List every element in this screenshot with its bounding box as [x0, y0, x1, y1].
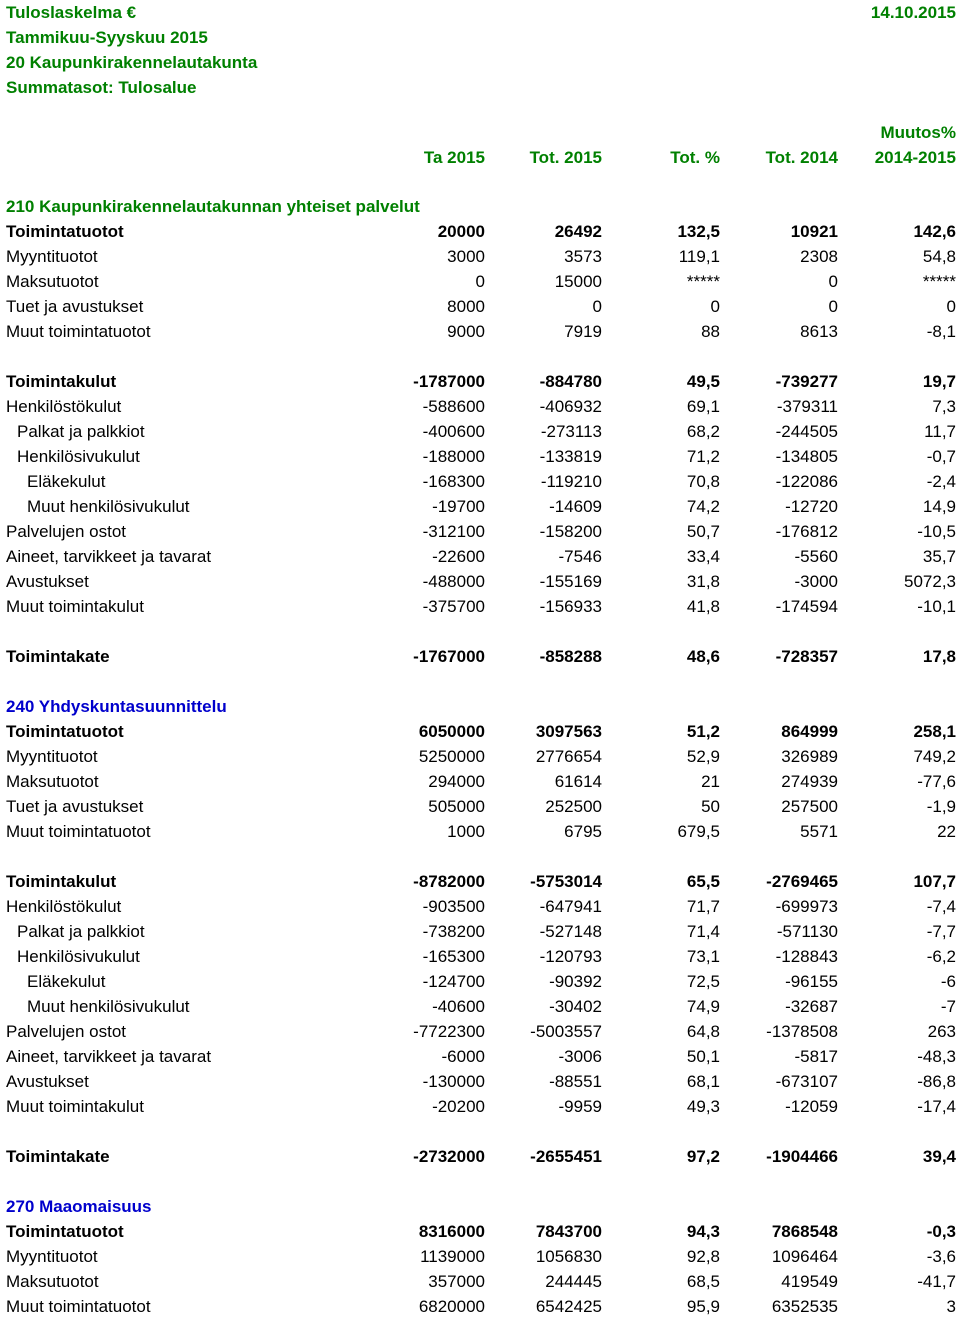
cell-ta-2015: 6820000 — [418, 1297, 485, 1316]
cell-tot-percent: 68,5 — [686, 1272, 720, 1291]
cell-tot-2015: 7919 — [564, 322, 602, 341]
cell-change-percent: 107,7 — [913, 872, 956, 891]
cell-tot-2014: 326989 — [781, 747, 838, 766]
row-label: Muut toimintatuotot — [6, 322, 151, 341]
cell-tot-2015: 252500 — [545, 797, 602, 816]
cell-change-percent: -1,9 — [926, 797, 956, 816]
cell-ta-2015: 20000 — [437, 222, 485, 241]
report-unit: 20 Kaupunkirakennelautakunta — [6, 53, 258, 72]
cell-tot-2015: -156933 — [539, 597, 602, 616]
table-row — [0, 1219, 960, 1244]
cell-tot-2015: -155169 — [539, 572, 602, 591]
table-row — [0, 994, 960, 1019]
cell-ta-2015: 9000 — [447, 322, 485, 341]
table-row — [0, 969, 960, 994]
cell-ta-2015: 1000 — [447, 822, 485, 841]
table-row — [0, 294, 960, 319]
cell-tot-2014: 0 — [828, 297, 838, 316]
cell-change-percent: -86,8 — [917, 1072, 956, 1091]
spacer-row — [0, 1169, 960, 1194]
cell-tot-2014: -244505 — [775, 422, 838, 441]
cell-tot-2014: -134805 — [775, 447, 838, 466]
table-row — [0, 369, 960, 394]
table-row — [0, 769, 960, 794]
spacer-row — [0, 669, 960, 694]
cell-ta-2015: 294000 — [428, 772, 485, 791]
cell-change-percent: 5072,3 — [904, 572, 956, 591]
cell-tot-percent: ***** — [686, 272, 720, 291]
column-header-tot-2014: Tot. 2014 — [765, 148, 838, 167]
row-label: Muut henkilösivukulut — [27, 997, 190, 1016]
cell-tot-2015: -30402 — [549, 997, 602, 1016]
table-row — [0, 919, 960, 944]
cell-tot-2014: -379311 — [776, 397, 838, 416]
cell-change-percent: 17,8 — [922, 647, 956, 666]
cell-change-percent: 14,9 — [922, 497, 956, 516]
cell-tot-percent: 50,7 — [686, 522, 720, 541]
table-row — [0, 1019, 960, 1044]
cell-change-percent: 3 — [946, 1297, 956, 1316]
cell-tot-2014: -176812 — [775, 522, 838, 541]
cell-tot-2015: -119210 — [540, 472, 602, 491]
cell-tot-2014: -122086 — [775, 472, 838, 491]
cell-change-percent: -3,6 — [926, 1247, 956, 1266]
row-label: Toimintatuotot — [6, 222, 124, 241]
report-title: Tuloslaskelma € — [6, 3, 137, 22]
section-heading: 210 Kaupunkirakennelautakunnan yhteiset palvelut — [6, 197, 420, 216]
cell-change-percent: -77,6 — [917, 772, 956, 791]
cell-tot-2015: -527148 — [539, 922, 602, 941]
cell-tot-percent: 71,4 — [686, 922, 720, 941]
cell-change-percent: -6 — [940, 972, 956, 991]
cell-change-percent: -17,4 — [917, 1097, 956, 1116]
cell-tot-percent: 49,3 — [686, 1097, 720, 1116]
cell-tot-2014: -1904466 — [766, 1147, 838, 1166]
row-label: Myyntituotot — [6, 747, 98, 766]
cell-change-percent: -7 — [940, 997, 956, 1016]
cell-ta-2015: -130000 — [422, 1072, 485, 1091]
row-label: Eläkekulut — [27, 972, 106, 991]
row-label: Henkilöstökulut — [6, 397, 122, 416]
table-row — [0, 519, 960, 544]
cell-ta-2015: -8782000 — [413, 872, 485, 891]
cell-tot-2014: -739277 — [775, 372, 838, 391]
cell-tot-percent: 65,5 — [686, 872, 720, 891]
cell-tot-percent: 679,5 — [677, 822, 720, 841]
cell-tot-2015: 61614 — [554, 772, 602, 791]
report-period: Tammikuu-Syyskuu 2015 — [6, 28, 208, 47]
cell-tot-2015: 0 — [592, 297, 602, 316]
cell-tot-2015: -88551 — [549, 1072, 602, 1091]
cell-change-percent: -2,4 — [926, 472, 956, 491]
cell-tot-2014: 1096464 — [771, 1247, 838, 1266]
cell-change-percent: 258,1 — [913, 722, 956, 741]
cell-tot-2014: 257500 — [781, 797, 838, 816]
column-header-tot-percent: Tot. % — [670, 148, 720, 167]
row-label: Avustukset — [6, 572, 89, 591]
section-heading-row — [0, 194, 960, 219]
cell-change-percent: -8,1 — [926, 322, 956, 341]
cell-tot-2014: -12059 — [785, 1097, 838, 1116]
cell-tot-percent: 64,8 — [686, 1022, 720, 1041]
table-row — [0, 494, 960, 519]
cell-tot-percent: 68,2 — [686, 422, 720, 441]
row-label: Muut henkilösivukulut — [27, 497, 190, 516]
cell-ta-2015: 1139000 — [420, 1247, 485, 1266]
cell-ta-2015: -168300 — [422, 472, 485, 491]
table-row — [0, 819, 960, 844]
report-table — [0, 194, 960, 1319]
table-row — [0, 1269, 960, 1294]
cell-tot-2014: 864999 — [781, 722, 838, 741]
row-label: Toimintatuotot — [6, 722, 124, 741]
cell-tot-percent: 119,1 — [678, 247, 720, 266]
table-row — [0, 1094, 960, 1119]
row-label: Toimintakate — [6, 1147, 110, 1166]
cell-change-percent: 0 — [946, 297, 956, 316]
cell-tot-percent: 0 — [710, 297, 720, 316]
cell-change-percent: 54,8 — [922, 247, 956, 266]
cell-tot-2015: 244445 — [545, 1272, 602, 1291]
cell-ta-2015: -738200 — [422, 922, 485, 941]
cell-tot-2014: 7868548 — [771, 1222, 838, 1241]
cell-tot-percent: 68,1 — [686, 1072, 720, 1091]
cell-ta-2015: -488000 — [422, 572, 485, 591]
cell-ta-2015: -165300 — [422, 947, 485, 966]
row-label: Toimintatuotot — [6, 1222, 124, 1241]
section-heading-row — [0, 694, 960, 719]
cell-tot-percent: 52,9 — [686, 747, 720, 766]
row-label: Muut toimintatuotot — [6, 1297, 151, 1316]
cell-tot-2015: -9959 — [558, 1097, 602, 1116]
cell-tot-2015: -647941 — [539, 897, 602, 916]
column-header-ta-2015: Ta 2015 — [423, 148, 485, 167]
row-label: Henkilösivukulut — [17, 447, 140, 466]
table-row — [0, 544, 960, 569]
cell-tot-2014: 10921 — [790, 222, 838, 241]
row-label: Maksutuotot — [6, 772, 99, 791]
row-label: Eläkekulut — [27, 472, 106, 491]
cell-ta-2015: 5250000 — [418, 747, 485, 766]
cell-change-percent: 39,4 — [922, 1147, 956, 1166]
cell-ta-2015: -903500 — [422, 897, 485, 916]
table-row — [0, 1244, 960, 1269]
cell-change-percent: 7,3 — [932, 397, 956, 416]
cell-tot-2014: -728357 — [775, 647, 838, 666]
cell-change-percent: 22 — [937, 822, 956, 841]
cell-tot-2015: 6795 — [564, 822, 602, 841]
report-date: 14.10.2015 — [870, 3, 956, 22]
cell-ta-2015: 3000 — [447, 247, 485, 266]
cell-ta-2015: -588600 — [422, 397, 485, 416]
cell-tot-2015: -3006 — [558, 1047, 602, 1066]
spacer-row — [0, 344, 960, 369]
section-heading-row — [0, 1194, 960, 1219]
spacer-row — [0, 1119, 960, 1144]
cell-tot-2014: -3000 — [794, 572, 838, 591]
cell-ta-2015: 6050000 — [418, 722, 485, 741]
cell-tot-2015: 7843700 — [535, 1222, 602, 1241]
cell-change-percent: 19,7 — [922, 372, 956, 391]
table-row — [0, 794, 960, 819]
cell-tot-2015: 26492 — [554, 222, 602, 241]
table-row — [0, 319, 960, 344]
cell-tot-percent: 31,8 — [686, 572, 720, 591]
table-row — [0, 944, 960, 969]
cell-tot-2015: -5753014 — [530, 872, 602, 891]
cell-tot-2014: 8613 — [800, 322, 838, 341]
table-row — [0, 644, 960, 669]
row-label: Palvelujen ostot — [6, 522, 127, 541]
cell-tot-percent: 51,2 — [686, 722, 720, 741]
table-row — [0, 394, 960, 419]
cell-tot-percent: 74,9 — [686, 997, 720, 1016]
row-label: Muut toimintakulut — [6, 1097, 144, 1116]
cell-tot-2015: -273113 — [540, 422, 602, 441]
cell-tot-2014: -5817 — [794, 1047, 838, 1066]
cell-tot-percent: 50 — [701, 797, 720, 816]
row-label: Toimintakulut — [6, 872, 117, 891]
table-row — [0, 894, 960, 919]
cell-tot-percent: 71,2 — [686, 447, 720, 466]
cell-tot-percent: 95,9 — [686, 1297, 720, 1316]
table-row — [0, 419, 960, 444]
cell-change-percent: -10,5 — [917, 522, 956, 541]
row-label: Maksutuotot — [6, 272, 99, 291]
cell-tot-2014: -673107 — [775, 1072, 838, 1091]
cell-ta-2015: -22600 — [432, 547, 485, 566]
row-label: Tuet ja avustukset — [6, 297, 144, 316]
cell-tot-2014: -96155 — [785, 972, 838, 991]
cell-change-percent: -48,3 — [917, 1047, 956, 1066]
row-label: Muut toimintakulut — [6, 597, 144, 616]
cell-ta-2015: -188000 — [422, 447, 485, 466]
cell-tot-percent: 73,1 — [686, 947, 720, 966]
table-row — [0, 219, 960, 244]
cell-tot-2014: -571130 — [776, 922, 838, 941]
cell-change-percent: 11,7 — [924, 422, 956, 441]
cell-ta-2015: -1787000 — [413, 372, 485, 391]
cell-change-percent: -6,2 — [926, 947, 956, 966]
cell-ta-2015: 8316000 — [418, 1222, 485, 1241]
cell-tot-2014: -12720 — [785, 497, 838, 516]
table-row — [0, 1069, 960, 1094]
cell-tot-percent: 69,1 — [686, 397, 720, 416]
cell-change-percent: 142,6 — [913, 222, 956, 241]
cell-tot-percent: 48,6 — [686, 647, 720, 666]
cell-tot-2014: 274939 — [781, 772, 838, 791]
cell-tot-2014: 2308 — [800, 247, 838, 266]
table-row — [0, 1294, 960, 1319]
cell-ta-2015: -7722300 — [413, 1022, 485, 1041]
cell-tot-percent: 97,2 — [686, 1147, 720, 1166]
cell-ta-2015: 357000 — [428, 1272, 485, 1291]
section-heading: 240 Yhdyskuntasuunnittelu — [6, 697, 227, 716]
column-header-change-line1: Muutos% — [880, 123, 956, 142]
cell-tot-percent: 49,5 — [686, 372, 720, 391]
cell-tot-percent: 41,8 — [686, 597, 720, 616]
cell-tot-2014: 5571 — [800, 822, 838, 841]
cell-change-percent: ***** — [922, 272, 956, 291]
cell-tot-2015: -158200 — [539, 522, 602, 541]
cell-tot-2015: -858288 — [539, 647, 602, 666]
row-label: Tuet ja avustukset — [6, 797, 144, 816]
column-header-tot-2015: Tot. 2015 — [529, 148, 602, 167]
cell-tot-percent: 21 — [701, 772, 720, 791]
spacer-row — [0, 844, 960, 869]
row-label: Aineet, tarvikkeet ja tavarat — [6, 1047, 212, 1066]
cell-change-percent: 35,7 — [922, 547, 956, 566]
cell-ta-2015: -40600 — [432, 997, 485, 1016]
cell-tot-2015: 3097563 — [535, 722, 602, 741]
cell-tot-percent: 33,4 — [686, 547, 720, 566]
cell-tot-2015: 6542425 — [535, 1297, 602, 1316]
table-row — [0, 469, 960, 494]
cell-tot-2015: -14609 — [549, 497, 602, 516]
table-row — [0, 244, 960, 269]
table-row — [0, 1144, 960, 1169]
cell-ta-2015: 8000 — [447, 297, 485, 316]
cell-ta-2015: -400600 — [422, 422, 485, 441]
cell-tot-percent: 94,3 — [686, 1222, 720, 1241]
cell-tot-2014: -1378508 — [766, 1022, 838, 1041]
table-row — [0, 744, 960, 769]
cell-ta-2015: 505000 — [428, 797, 485, 816]
row-label: Myyntituotot — [6, 247, 98, 266]
row-label: Palvelujen ostot — [6, 1022, 127, 1041]
table-row — [0, 1044, 960, 1069]
row-label: Palkat ja palkkiot — [17, 422, 145, 441]
cell-ta-2015: -375700 — [422, 597, 485, 616]
cell-tot-2014: -174594 — [775, 597, 838, 616]
cell-tot-2015: -90392 — [549, 972, 602, 991]
cell-tot-percent: 50,1 — [686, 1047, 720, 1066]
row-label: Palkat ja palkkiot — [17, 922, 145, 941]
row-label: Avustukset — [6, 1072, 89, 1091]
cell-tot-2014: -2769465 — [766, 872, 838, 891]
cell-tot-percent: 71,7 — [686, 897, 720, 916]
cell-tot-2015: -120793 — [539, 947, 602, 966]
cell-change-percent: -0,3 — [926, 1222, 956, 1241]
cell-tot-percent: 88 — [701, 322, 720, 341]
section-heading: 270 Maaomaisuus — [6, 1197, 152, 1216]
cell-ta-2015: -19700 — [432, 497, 485, 516]
cell-tot-percent: 74,2 — [686, 497, 720, 516]
cell-tot-percent: 132,5 — [677, 222, 720, 241]
cell-change-percent: 749,2 — [913, 747, 956, 766]
cell-tot-percent: 72,5 — [686, 972, 720, 991]
column-header-change-line2: 2014-2015 — [874, 148, 956, 167]
row-label: Henkilöstökulut — [6, 897, 122, 916]
cell-change-percent: -7,7 — [926, 922, 956, 941]
cell-tot-2014: -128843 — [775, 947, 838, 966]
cell-tot-2015: -5003557 — [530, 1022, 602, 1041]
row-label: Maksutuotot — [6, 1272, 99, 1291]
table-row — [0, 869, 960, 894]
cell-ta-2015: -2732000 — [413, 1147, 485, 1166]
cell-tot-2014: 419549 — [781, 1272, 838, 1291]
cell-ta-2015: -124700 — [422, 972, 485, 991]
cell-ta-2015: -20200 — [432, 1097, 485, 1116]
cell-tot-2015: 1056830 — [535, 1247, 602, 1266]
cell-ta-2015: -312100 — [422, 522, 485, 541]
cell-change-percent: -10,1 — [917, 597, 956, 616]
cell-tot-2015: -406932 — [539, 397, 602, 416]
cell-tot-2014: -699973 — [775, 897, 838, 916]
cell-tot-2015: -7546 — [558, 547, 602, 566]
spacer-row — [0, 619, 960, 644]
cell-tot-2015: 3573 — [564, 247, 602, 266]
cell-tot-2015: -133819 — [539, 447, 602, 466]
cell-ta-2015: 0 — [475, 272, 485, 291]
cell-tot-percent: 92,8 — [686, 1247, 720, 1266]
cell-tot-percent: 70,8 — [686, 472, 720, 491]
cell-change-percent: -0,7 — [926, 447, 956, 466]
row-label: Myyntituotot — [6, 1247, 98, 1266]
cell-change-percent: -7,4 — [926, 897, 956, 916]
table-row — [0, 444, 960, 469]
cell-tot-2014: -32687 — [785, 997, 838, 1016]
table-row — [0, 269, 960, 294]
cell-tot-2014: 6352535 — [771, 1297, 838, 1316]
row-label: Aineet, tarvikkeet ja tavarat — [6, 547, 212, 566]
cell-change-percent: 263 — [927, 1022, 956, 1041]
cell-change-percent: -41,7 — [917, 1272, 956, 1291]
row-label: Toimintakate — [6, 647, 110, 666]
table-row — [0, 569, 960, 594]
cell-ta-2015: -6000 — [441, 1047, 485, 1066]
cell-tot-2015: 2776654 — [535, 747, 602, 766]
cell-tot-2015: 15000 — [554, 272, 602, 291]
row-label: Toimintakulut — [6, 372, 117, 391]
report-level: Summatasot: Tulosalue — [6, 78, 197, 97]
cell-tot-2014: -5560 — [794, 547, 838, 566]
cell-tot-2014: 0 — [828, 272, 838, 291]
cell-tot-2015: -2655451 — [530, 1147, 602, 1166]
cell-tot-2015: -884780 — [539, 372, 602, 391]
row-label: Muut toimintatuotot — [6, 822, 151, 841]
table-row — [0, 719, 960, 744]
table-row — [0, 594, 960, 619]
row-label: Henkilösivukulut — [17, 947, 140, 966]
cell-ta-2015: -1767000 — [413, 647, 485, 666]
